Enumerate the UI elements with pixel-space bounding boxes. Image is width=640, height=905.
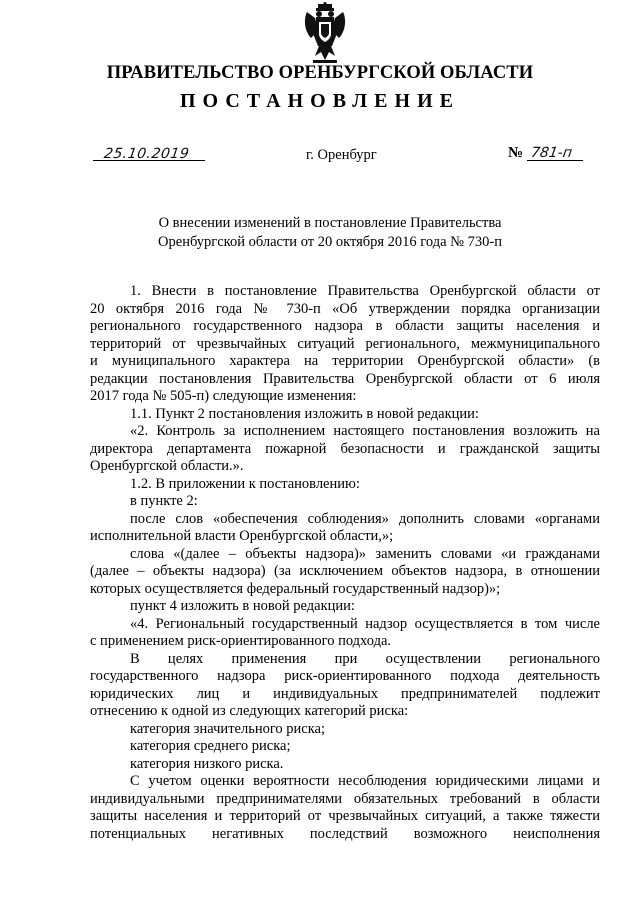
- organization-title: ПРАВИТЕЛЬСТВО ОРЕНБУРГСКОЙ ОБЛАСТИ: [106, 63, 534, 83]
- document-body: [90, 283, 600, 843]
- body-line: редакции постановления Правительства Оренбургской области от 6 июля: [90, 370, 600, 387]
- body-line: регионального государственного надзора в области защиты населения и: [90, 318, 600, 334]
- subject-line: О внесении изменений в постановление Правительства: [158, 215, 502, 231]
- body-line: 1.2. В приложении к постановлению:: [130, 475, 360, 492]
- body-line: потенциальных негативных последствий возможного неисполнения: [90, 825, 600, 842]
- document-date: 25.10.2019: [102, 146, 191, 162]
- body-line: с применением риск-ориентированного подхода.: [90, 633, 392, 649]
- body-line: защиты населения и территорий от чрезвычайных ситуаций, а также тяжести: [90, 808, 600, 824]
- document-subject: [0, 214, 640, 252]
- body-line: отнесению к одной из следующих категорий риска:: [90, 703, 409, 719]
- coat-of-arms-icon: [303, 2, 347, 64]
- body-line: государственного надзора риск-ориентированного подхода деятельность: [90, 668, 600, 684]
- body-line: слова «(далее – объекты надзора)» заменить словами «и гражданами: [130, 545, 600, 562]
- body-line: и муниципального характера на территории Оренбургской области» (в: [90, 353, 600, 369]
- body-line: категория низкого риска.: [130, 755, 284, 772]
- body-line: 2017 года № 505-п) следующие изменения:: [90, 388, 357, 404]
- body-line: (далее – объекты надзора) (за исключением объектов надзора, в отношении: [90, 563, 600, 579]
- number-sign: №: [508, 145, 524, 161]
- document-number: 781-п: [529, 145, 574, 161]
- body-line: которых осуществляется федеральный государственный надзор)»;: [90, 580, 501, 597]
- body-line: В целях применения при осуществлении регионального: [130, 650, 600, 667]
- subject-line: Оренбургской области от 20 октября 2016 года № 730-п: [158, 234, 502, 250]
- document-city: г. Оренбург: [306, 147, 377, 163]
- body-line: пункт 4 изложить в новой редакции:: [130, 598, 355, 614]
- body-line: индивидуальными предпринимателями обязательных требований в области: [90, 790, 600, 807]
- date-underline: [93, 160, 205, 161]
- body-line: директора департамента пожарной безопасности и гражданской защиты: [90, 440, 600, 457]
- body-line: территорий от чрезвычайных ситуаций регионального, межмуниципального: [90, 335, 600, 352]
- body-line: 1.1. Пункт 2 постановления изложить в новой редакции:: [130, 405, 479, 422]
- body-line: категория среднего риска;: [130, 738, 291, 754]
- body-line: в пункте 2:: [130, 493, 198, 509]
- body-line: «2. Контроль за исполнением настоящего постановления возложить на: [130, 423, 600, 439]
- body-line: Оренбургской области.».: [90, 458, 244, 474]
- body-line: юридических лиц и индивидуальных предпринимателей подлежит: [90, 685, 600, 702]
- body-line: после слов «обеспечения соблюдения» дополнить словами «органами: [130, 510, 600, 527]
- body-line: 1. Внести в постановление Правительства Оренбургской области от: [130, 283, 600, 299]
- body-line: исполнительной власти Оренбургской области,»;: [90, 528, 394, 544]
- body-line: категория значительного риска;: [130, 720, 326, 737]
- body-line: С учетом оценки вероятности несоблюдения юридическими лицами и: [130, 773, 600, 789]
- body-line: 20 октября 2016 года № 730-п «Об утверждении порядка организации: [90, 300, 600, 317]
- document-type: ПОСТАНОВЛЕНИЕ: [180, 90, 460, 112]
- body-line: «4. Региональный государственный надзор осуществляется в том числе: [130, 615, 600, 632]
- number-underline: [527, 160, 583, 161]
